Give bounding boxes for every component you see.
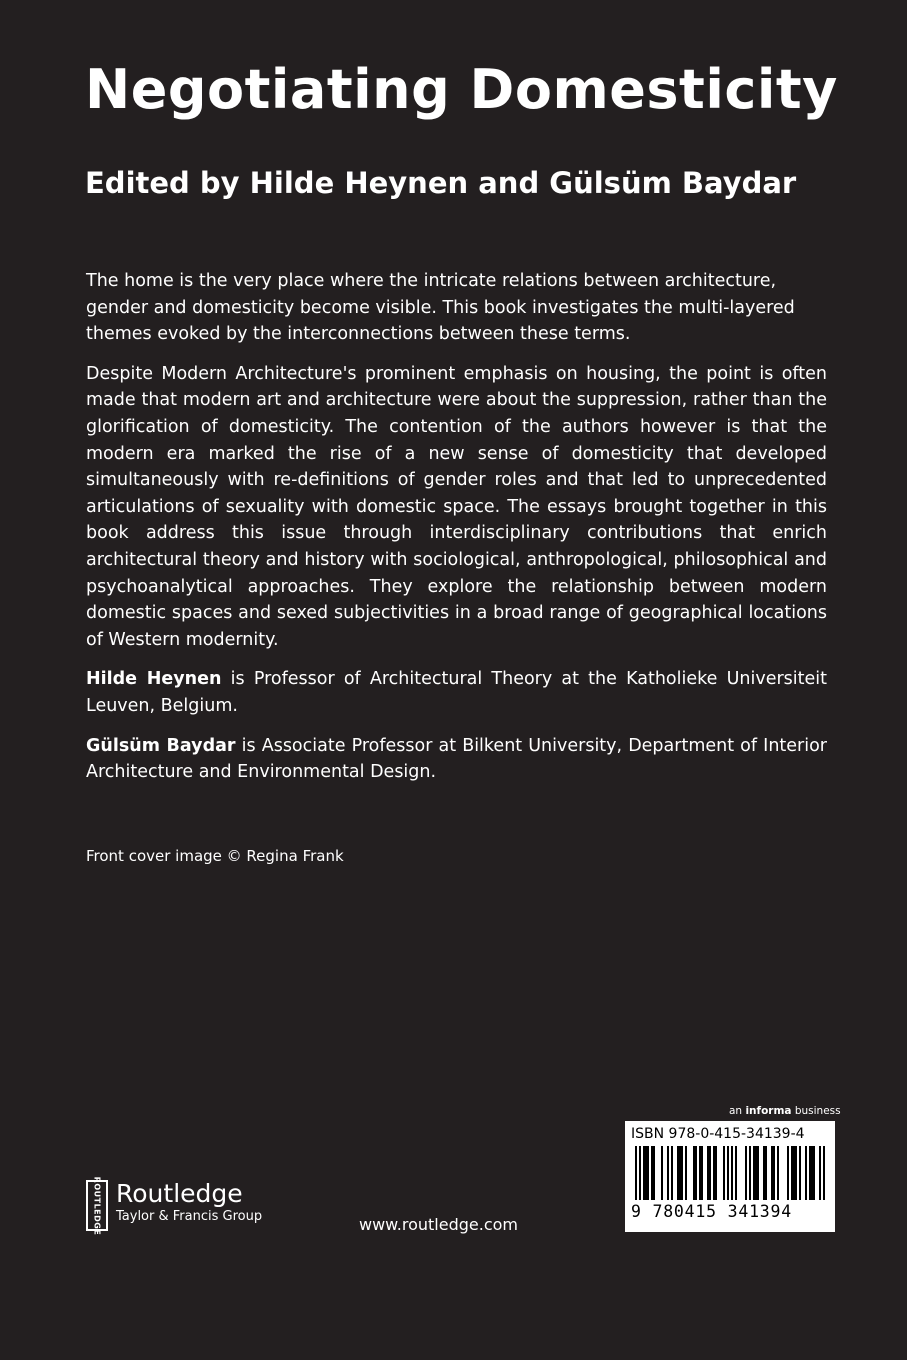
- barcode-bar: [671, 1146, 673, 1200]
- blurb-paragraph-1: The home is the very place where the intricate relations between architecture, gender and domesticity become visible. This book investigates the multi-layered themes evoked by the interconnections between these terms.: [86, 271, 795, 345]
- bio-baydar-name: Gülsüm Baydar: [86, 735, 236, 756]
- informa-prefix: an: [729, 1105, 746, 1117]
- barcode-bar: [791, 1146, 793, 1200]
- barcode-bar: [777, 1146, 779, 1200]
- barcode-bar: [701, 1146, 703, 1200]
- barcode-bar: [715, 1146, 717, 1200]
- barcode-bar: [645, 1146, 647, 1200]
- barcode-bar: [809, 1146, 811, 1200]
- barcode-bar: [731, 1146, 733, 1200]
- cover-image-credit: Front cover image © Regina Frank: [86, 847, 344, 865]
- editors-line: Edited by Hilde Heynen and Gülsüm Baydar: [85, 166, 797, 200]
- publisher-logo: [86, 1176, 263, 1235]
- barcode-bar: [639, 1146, 641, 1200]
- barcode-bar: [713, 1146, 715, 1200]
- barcode-bar: [745, 1146, 747, 1200]
- barcode-bar: [643, 1146, 645, 1200]
- isbn-text: ISBN 978-0-415-34139-4: [631, 1126, 805, 1142]
- barcode-bar: [819, 1146, 821, 1200]
- barcode-bar: [707, 1146, 709, 1200]
- barcode-bar: [813, 1146, 815, 1200]
- blurb-paragraph-2: Despite Modern Architecture's prominent emphasis on housing, the point is often made that modern art and architecture were about the suppression, rather than the glorification of domesticity. The contention of the authors however is that the modern era marked the rise of a new sense of domesticity that developed simultaneously with re-definitions of gender roles and that led to unprecedented articulations of sexuality with domestic space. The essays brought together in this book address this issue through interdisciplinary contributions that enrich architectural theory and history with sociological, anthropological, philosophical and psychoanalytical approaches. They explore the relationship between modern domestic spaces and sexed subjectivities in a broad range of geographical locations of Western modernity.: [86, 363, 827, 650]
- barcode-bar: [685, 1146, 687, 1200]
- barcode-bars-icon: [631, 1146, 829, 1203]
- publisher-name: Routledge: [116, 1179, 243, 1208]
- barcode-bar: [653, 1146, 655, 1200]
- informa-suffix: business: [791, 1105, 841, 1117]
- barcode-bar: [757, 1146, 759, 1200]
- blurb: [86, 268, 827, 799]
- barcode-bar: [753, 1146, 755, 1200]
- publisher-group: Taylor & Francis Group: [116, 1208, 263, 1224]
- informa-brand: informa: [745, 1105, 792, 1117]
- routledge-mark-icon: [86, 1176, 108, 1235]
- barcode-bar: [699, 1146, 701, 1200]
- barcode-bar: [647, 1146, 649, 1200]
- bio-heynen-text: is Professor of Architectural Theory at the Katholieke Universiteit Leuven, Belgium.: [86, 669, 827, 716]
- barcode-bar: [681, 1146, 683, 1200]
- barcode-bar: [823, 1146, 825, 1200]
- informa-tagline: [729, 1105, 841, 1117]
- publisher-website: www.routledge.com: [359, 1215, 519, 1234]
- barcode-bar: [723, 1146, 725, 1200]
- barcode-bar: [695, 1146, 697, 1200]
- routledge-mark-text: ROUTLEDGE: [92, 1176, 102, 1235]
- barcode-bar: [771, 1146, 773, 1200]
- barcode-bar: [679, 1146, 681, 1200]
- barcode-bar: [793, 1146, 795, 1200]
- barcode-bar: [677, 1146, 679, 1200]
- bio-heynen-name: Hilde Heynen: [86, 669, 222, 690]
- barcode-bar: [735, 1146, 737, 1200]
- barcode-bar: [693, 1146, 695, 1200]
- barcode-bar: [755, 1146, 757, 1200]
- barcode-bar: [763, 1146, 765, 1200]
- barcode-bar: [765, 1146, 767, 1200]
- publisher-text: [116, 1180, 262, 1224]
- bio-baydar: [86, 733, 827, 786]
- barcode-bar: [651, 1146, 653, 1200]
- barcode-digits: 9 780415 341394: [631, 1202, 793, 1221]
- barcode-bar: [749, 1146, 751, 1200]
- barcode-bar: [667, 1146, 669, 1200]
- barcode-bar: [709, 1146, 711, 1200]
- barcode-bar: [661, 1146, 663, 1200]
- barcode-bar: [805, 1146, 807, 1200]
- barcode-bar: [799, 1146, 801, 1200]
- barcode-bar: [795, 1146, 797, 1200]
- bio-heynen: [86, 666, 827, 719]
- bio-baydar-text: is Associate Professor at Bilkent University, Department of Interior Architecture and Environmental Design.: [86, 735, 827, 783]
- isbn-barcode: [625, 1121, 835, 1232]
- barcode-bar: [811, 1146, 813, 1200]
- book-title: Negotiating Domesticity: [85, 58, 838, 121]
- barcode-bar: [635, 1146, 637, 1200]
- barcode-bar: [773, 1146, 775, 1200]
- barcode-bar: [787, 1146, 789, 1200]
- barcode-bar: [727, 1146, 729, 1200]
